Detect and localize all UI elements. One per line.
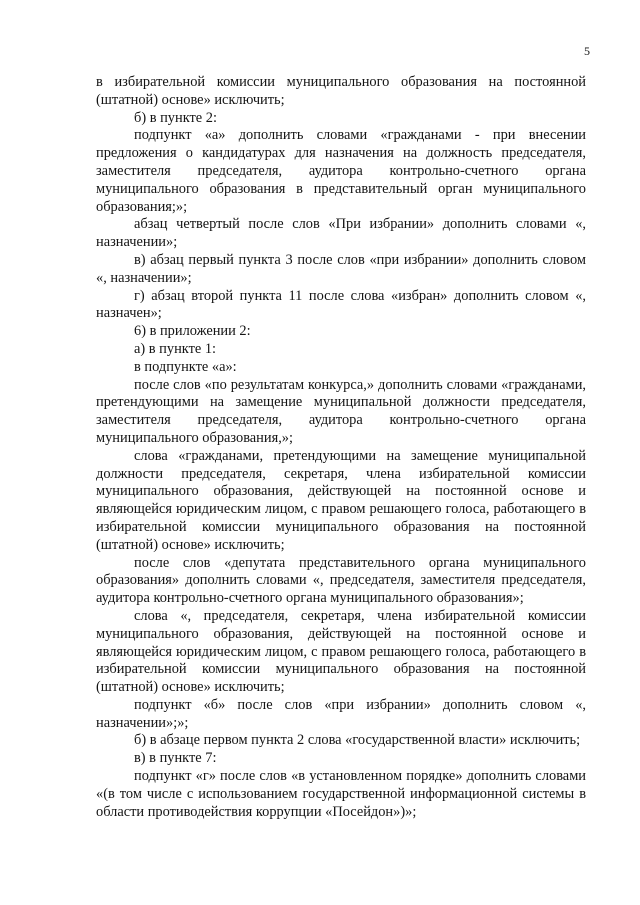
paragraph: а) в пункте 1: (134, 340, 217, 357)
paragraph: после слов «депутата представительного органа муниципального образования» дополнить словами «, председателя, заместителя председателя, аудитора контрольно-счетного органа муниципального образования»; (96, 554, 586, 607)
paragraph: в подпункте «а»: (134, 358, 237, 375)
paragraph: слова «гражданами, претендующими на замещение муниципальной должности председателя, секретаря, члена избирательной комиссии муниципального образования, действующей на постоянной основе и являющейся юридическим лицом, с правом решающего голоса, работающего в избирательной комиссии муниципального образования на постоянной (штатной) основе» исключить; (96, 447, 586, 553)
paragraph: в избирательной комиссии муниципального образования на постоянной (штатной) основе» исключить; (96, 74, 586, 108)
paragraph: подпункт «б» после слов «при избрании» дополнить словом «, назначении»;»; (96, 696, 586, 731)
paragraph: б) в абзаце первом пункта 2 слова «государственной власти» исключить; (134, 732, 581, 749)
paragraph: б) в пункте 2: (134, 109, 217, 126)
paragraph: слова «, председателя, секретаря, члена избирательной комиссии муниципального образования, действующей на постоянной основе и являющейся юридическим лицом, с правом решающего голоса, работающего в избирательной комиссии муниципального образования на постоянной (штатной) основе» исключить; (96, 607, 586, 696)
paragraph: подпункт «а» дополнить словами «гражданами - при внесении предложения о кандидатурах для назначения на должность председателя, заместителя председателя, аудитора контрольно-счетного органа муниципального образования в представительный орган муниципального образования;»; (96, 127, 586, 215)
paragraph: после слов «по результатам конкурса,» дополнить словами «гражданами, претендующими на замещение муниципальной должности председателя, заместителя председателя, аудитора контрольно-счетного органа муниципального образования,»; (96, 376, 586, 446)
page-number: 5 (584, 44, 590, 58)
paragraph: 6) в приложении 2: (134, 323, 251, 340)
paragraph: в) абзац первый пункта 3 после слов «при избрании» дополнить словом «, назначении»; (96, 251, 586, 286)
document-body (96, 74, 586, 821)
paragraph: в) в пункте 7: (134, 750, 217, 767)
paragraph: абзац четвертый после слов «При избрании» дополнить словами «, назначении»; (96, 216, 586, 251)
paragraph: подпункт «г» после слов «в установленном порядке» дополнить словами «(в том числе с использованием государственной информационной системы в области противодействия коррупции «Посейдон»)»; (96, 768, 586, 820)
paragraph: г) абзац второй пункта 11 после слова «избран» дополнить словом «, назначен»; (96, 287, 586, 322)
